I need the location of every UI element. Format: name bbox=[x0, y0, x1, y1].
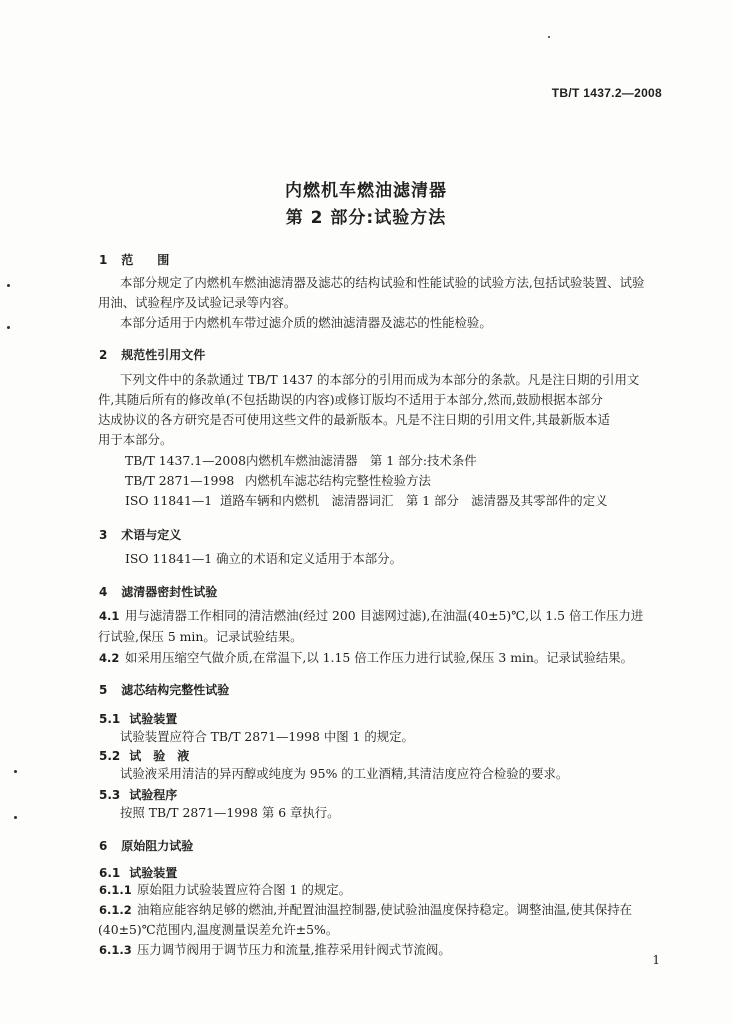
scan-speck bbox=[14, 770, 17, 773]
paragraph: 下列文件中的条款通过 TB/T 1437 的本部分的引用而成为本部分的条款。凡是注日期的引用文 bbox=[120, 372, 640, 387]
section-heading bbox=[99, 251, 169, 268]
clause-text: 原始阻力试验装置应符合图 1 的规定。 bbox=[137, 882, 352, 897]
section-heading bbox=[99, 681, 229, 698]
clause-number: 4.1 bbox=[99, 609, 120, 623]
reference-code: TB/T 2871—1998 bbox=[125, 473, 235, 488]
section-heading bbox=[99, 346, 205, 363]
section-title: 滤芯结构完整性试验 bbox=[121, 683, 230, 697]
section-title: 术语与定义 bbox=[121, 528, 182, 542]
reference-item bbox=[125, 471, 431, 490]
section-title: 滤清器密封性试验 bbox=[121, 585, 218, 599]
paragraph: 用油、试验程序及试验记录等内容。 bbox=[98, 295, 297, 310]
paragraph: 试验液采用清洁的异丙醇或纯度为 95% 的工业酒精,其清洁度应符合检验的要求。 bbox=[120, 766, 569, 781]
clause-number: 6.1.3 bbox=[99, 943, 132, 957]
paragraph: 行试验,保压 5 min。记录试验结果。 bbox=[98, 629, 303, 644]
reference-title: 内燃机车燃油滤清器 第 1 部分:技术条件 bbox=[246, 453, 477, 468]
clause-text: 压力调节阀用于调节压力和流量,推荐采用针阀式节流阀。 bbox=[137, 942, 451, 957]
paragraph: 件,其随后所有的修改单(不包括勘误的内容)或修订版均不适用于本部分,然而,鼓励根据本部分 bbox=[98, 392, 603, 407]
subsection-heading bbox=[99, 710, 177, 727]
section-number: 5 bbox=[99, 683, 108, 697]
subsection-title: 试验装置 bbox=[129, 712, 178, 726]
paragraph: 本部分适用于内燃机车带过滤介质的燃油滤清器及滤芯的性能检验。 bbox=[120, 315, 492, 330]
clause-number: 6.1.1 bbox=[99, 883, 132, 897]
clause bbox=[99, 648, 633, 668]
subsection-number: 5.2 bbox=[99, 749, 121, 763]
subsection-title: 试验程序 bbox=[129, 788, 178, 802]
subsection-heading bbox=[99, 786, 177, 803]
document-subtitle: 第 2 部分:试验方法 bbox=[285, 208, 447, 228]
paragraph: 本部分规定了内燃机车燃油滤清器及滤芯的结构试验和性能试验的试验方法,包括试验装置、试验 bbox=[120, 275, 645, 290]
paragraph: 试验装置应符合 TB/T 2871—1998 中图 1 的规定。 bbox=[120, 729, 414, 744]
section-number: 1 bbox=[99, 253, 108, 267]
section-title: 规范性引用文件 bbox=[121, 348, 206, 362]
clause bbox=[99, 880, 351, 900]
paragraph: 用于本部分。 bbox=[98, 432, 173, 447]
subsection-number: 5.3 bbox=[99, 788, 121, 802]
reference-title: 道路车辆和内燃机 滤清器词汇 第 1 部分 滤清器及其零部件的定义 bbox=[220, 493, 608, 508]
reference-code: ISO 11841—1 bbox=[125, 493, 213, 508]
section-number: 2 bbox=[99, 348, 108, 362]
subsection-number: 6.1 bbox=[99, 866, 121, 880]
scan-speck bbox=[7, 326, 10, 329]
section-heading bbox=[99, 583, 217, 600]
clause-number: 6.1.2 bbox=[99, 903, 132, 917]
clause-text: 用与滤清器工作相同的清洁燃油(经过 200 目滤网过滤),在油温(40±5)℃,以 1.5 倍工作压力进 bbox=[125, 608, 644, 623]
reference-item bbox=[125, 491, 607, 510]
clause bbox=[99, 940, 451, 960]
scan-speck bbox=[14, 816, 17, 819]
section-number: 6 bbox=[99, 839, 108, 853]
document-title: 内燃机车燃油滤清器 bbox=[285, 181, 447, 201]
page-number: 1 bbox=[652, 953, 660, 967]
subsection-heading bbox=[99, 747, 189, 764]
section-title: 原始阻力试验 bbox=[121, 839, 194, 853]
paragraph: ISO 11841—1 确立的术语和定义适用于本部分。 bbox=[125, 551, 402, 566]
scan-speck bbox=[548, 36, 550, 38]
paragraph: 按照 TB/T 2871—1998 第 6 章执行。 bbox=[120, 805, 340, 820]
clause-text: 油箱应能容纳足够的燃油,并配置油温控制器,使试验油温度保持稳定。调整油温,使其保持在 bbox=[137, 902, 633, 917]
section-number: 3 bbox=[99, 528, 108, 542]
reference-item bbox=[125, 451, 477, 470]
section-title: 范 围 bbox=[121, 253, 170, 267]
section-heading bbox=[99, 837, 193, 854]
section-heading bbox=[99, 526, 181, 543]
reference-code: TB/T 1437.1—2008 bbox=[125, 453, 247, 468]
paragraph: (40±5)℃范围内,温度测量误差允许±5%。 bbox=[98, 922, 339, 937]
standard-id: TB/T 1437.2—2008 bbox=[551, 86, 662, 100]
clause bbox=[99, 606, 643, 626]
clause-number: 4.2 bbox=[99, 651, 120, 665]
clause bbox=[99, 900, 632, 920]
clause-text: 如采用压缩空气做介质,在常温下,以 1.15 倍工作压力进行试验,保压 3 min。记录试验结果。 bbox=[125, 650, 634, 665]
subsection-heading bbox=[99, 864, 177, 881]
section-number: 4 bbox=[99, 585, 108, 599]
subsection-title: 试 验 液 bbox=[129, 749, 190, 763]
scan-speck bbox=[7, 284, 10, 287]
subsection-number: 5.1 bbox=[99, 712, 121, 726]
subsection-title: 试验装置 bbox=[129, 866, 178, 880]
paragraph: 达成协议的各方研究是否可使用这些文件的最新版本。凡是不注日期的引用文件,其最新版本适 bbox=[98, 412, 610, 427]
reference-title: 内燃机车滤芯结构完整性检验方法 bbox=[245, 473, 431, 488]
